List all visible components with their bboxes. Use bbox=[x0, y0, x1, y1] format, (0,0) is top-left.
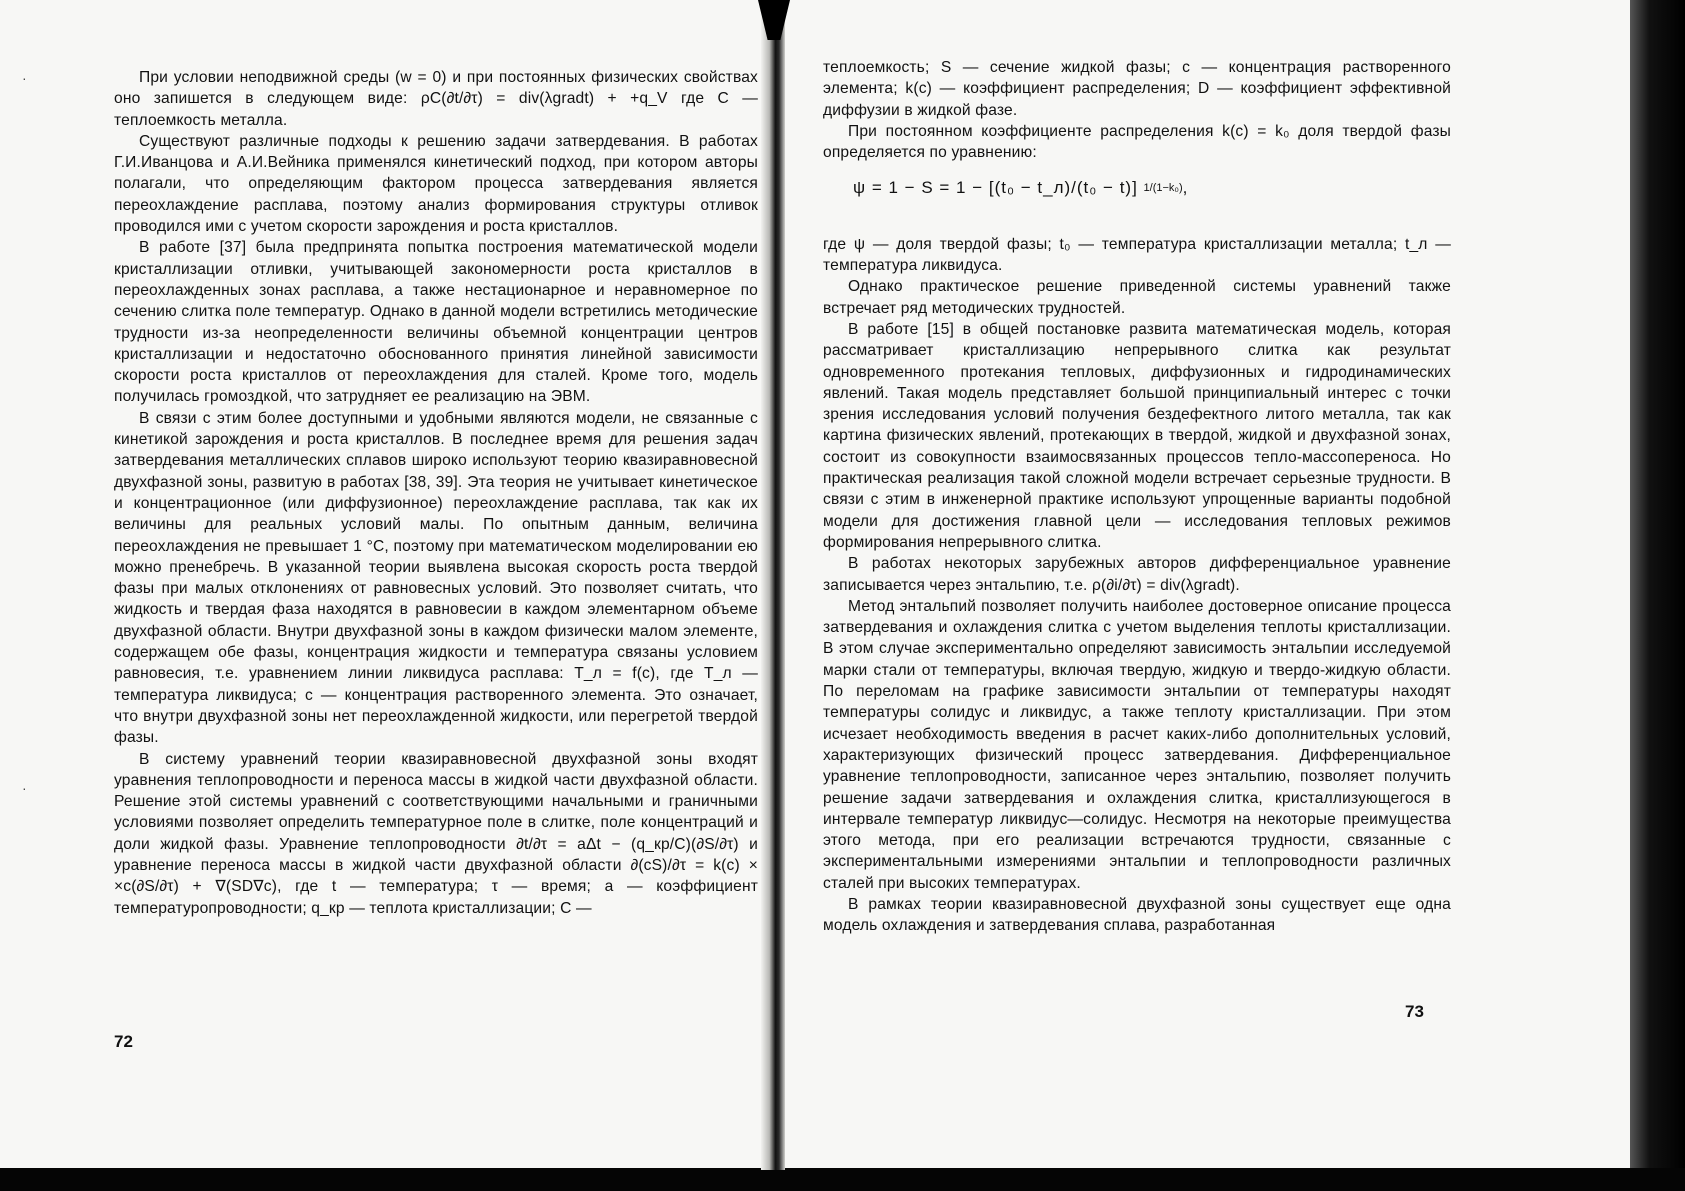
paragraph: где ψ — доля твердой фазы; t₀ — температура кристаллизации металла; t_л — температура ликвидуса. bbox=[823, 235, 1451, 275]
margin-mark: · bbox=[22, 70, 27, 86]
scan-dark-edge-bottom bbox=[0, 1168, 1685, 1191]
paragraph: При постоянном коэффициенте распределения k(c) = k₀ доля твердой фазы определяется по уравнению: bbox=[823, 122, 1451, 162]
paragraph: теплоемкость; S — сечение жидкой фазы; c — концентрация растворенного элемента; k(c) — коэффициент распределения; D — коэффициент эффективной диффузии в жидкой фазе. bbox=[823, 59, 1451, 119]
paragraph: В систему уравнений теории квазиравновесной двухфазной зоны входят уравнения теплопроводности и переноса массы в жидкой части двухфазной области. Решение этой системы уравнений с соответствующими начальными и граничными условиями позволяет определить температурное поле в слитке, поле концентраций и доли жидкой фазы. Уравнение теплопроводности ∂t/∂τ = aΔt − (q_кр/C)(∂S/∂τ) и уравнение переноса массы в жидкой части двухфазной области ∂(cS)/∂τ = k(c) × ×c(∂S/∂τ) + ∇(SD∇c), где t — температура; τ — время; a — коэффициент температуропроводности; q_кр — теплота кристаллизации; C — bbox=[114, 750, 758, 917]
formula-main: ψ = 1 − S = 1 − [(t₀ − t_л)/(t₀ − t)] bbox=[853, 178, 1138, 198]
right-page-text bbox=[823, 57, 1451, 937]
paragraph: В работах некоторых зарубежных авторов дифференциальное уравнение записывается через энтальпию, т.е. ρ(∂i/∂τ) = div(λgradt). bbox=[823, 555, 1451, 594]
scan-dark-edge-right bbox=[1630, 0, 1685, 1191]
left-page-text bbox=[114, 67, 758, 919]
book-spine bbox=[761, 0, 785, 1170]
margin-mark: · bbox=[22, 780, 27, 796]
left-page bbox=[0, 0, 761, 1168]
paragraph: Однако практическое решение приведенной системы уравнений также встречает ряд методических трудностей. bbox=[823, 278, 1451, 317]
paragraph: В связи с этим более доступными и удобными являются модели, не связанные с кинетикой зарождения и роста кристаллов. В последнее время для решения задач затвердевания металлических сплавов широко используют теорию квазиравновесной двухфазной зоны, развитую в работах [38, 39]. Эта теория не учитывает кинетическое и концентрационное (или диффузионное) переохлаждение расплава, так как их величины для реальных условий малы. По опытным данным, величина переохлаждения не превышает 1 °C, поэтому при математическом моделировании ею можно пренебречь. В указанной теории выявлена высокая скорость роста твердой фазы при малых отклонениях от равновесных условий. Это позволяет считать, что жидкость и твердая фаза находятся в равновесии в каждом элементарном объеме двухфазной области. Внутри двухфазной зоны в каждом физически малом элементе, содержащем обе фазы, концентрация жидкости и температура связаны условием равновесия, т.е. уравнением линии ликвидуса расплава: T_л = f(c), где T_л — температура ликвидуса; c — концентрация растворенного элемента. Это означает, что внутри двухфазной зоны нет переохлажденной жидкости, или перегретой твердой фазы. bbox=[114, 409, 758, 747]
formula-end: , bbox=[1182, 178, 1189, 198]
paragraph: Существуют различные подходы к решению задачи затвердевания. В работах Г.И.Иванцова и А.И.Вейника применялся кинетический подход, при котором авторы полагали, что определяющим фактором процесса затвердевания является переохлаждение расплава, поэтому анализ формирования структуры отливок проводился ими с учетом скорости зарождения и роста кристаллов. bbox=[114, 132, 758, 236]
formula-solid-fraction bbox=[823, 177, 1451, 199]
page-number: 73 bbox=[1405, 1002, 1424, 1021]
paragraph: Метод энтальпий позволяет получить наиболее достоверное описание процесса затвердевания и охлаждения слитка с учетом выделения теплоты кристаллизации. В этом случае экспериментально определяют зависимость энтальпии исследуемой марки стали от температуры, включая твердую, жидкую и твердо-жидкую области. По переломам на графике зависимости энтальпии от температуры находят температуры солидус и ликвидус, а также теплоту кристаллизации. При этом исчезает необходимость введения в расчет каких-либо дополнительных условий, характеризующих физический процесс затвердевания. Дифференциальное уравнение теплопроводности, записанное через энтальпию, позволяет получить решение задачи затвердевания и охлаждения слитка, кристаллизующегося в интервале температур ликвидус—солидус. Несмотря на некоторые преимущества этого метода, при его реализации встречаются трудности, связанные с экспериментальными измерениями энтальпии и теплопроводности различных сталей при высоких температурах. bbox=[823, 597, 1451, 892]
page-number: 72 bbox=[114, 1032, 133, 1051]
paragraph: В работе [15] в общей постановке развита математическая модель, которая рассматривает кристаллизацию непрерывного слитка как результат одновременного протекания тепловых, диффузионных и гидродинамических явлений. Такая модель представляет большой принципиальный интерес с точки зрения исследования условий получения бездефектного литого металла, так как картина физических явлений, протекающих в твердой, жидкой и двухфазной зонах, состоит из совокупности взаимосвязанных процессов тепло-массопереноса. Но практическая реализация такой сложной модели встречает серьезные трудности. В связи с этим в инженерной практике используют упрощенные варианты подобной модели для достижения главной цели — исследования тепловых режимов формирования непрерывного слитка. bbox=[823, 320, 1451, 551]
formula-exponent: 1/(1−k₀) bbox=[1143, 182, 1183, 195]
paragraph: В работе [37] была предпринята попытка построения математической модели кристаллизации отливки, учитывающей закономерности роста кристаллов в переохлажденных зонах расплава, а также нестационарное и неравномерное по сечению слитка поле температур. Однако в данной модели встретились методические трудности из-за неопределенности величины объемной концентрации центров кристаллизации и недостаточно обоснованного принятия линейной зависимости скорости роста кристаллов от переохлаждения для сталей. Кроме того, модель получилась громоздкой, что затрудняет ее реализацию на ЭВМ. bbox=[114, 239, 758, 406]
right-page bbox=[785, 0, 1630, 1168]
paragraph: При условии неподвижной среды (w = 0) и при постоянных физических свойствах оно запишется в следующем виде: ρC(∂t/∂τ) = div(λgradt) + +q_V где C — теплоемкость металла. bbox=[114, 69, 758, 129]
paragraph: В рамках теории квазиравновесной двухфазной зоны существует еще одна модель охлаждения и затвердевания сплава, разработанная bbox=[823, 895, 1451, 935]
